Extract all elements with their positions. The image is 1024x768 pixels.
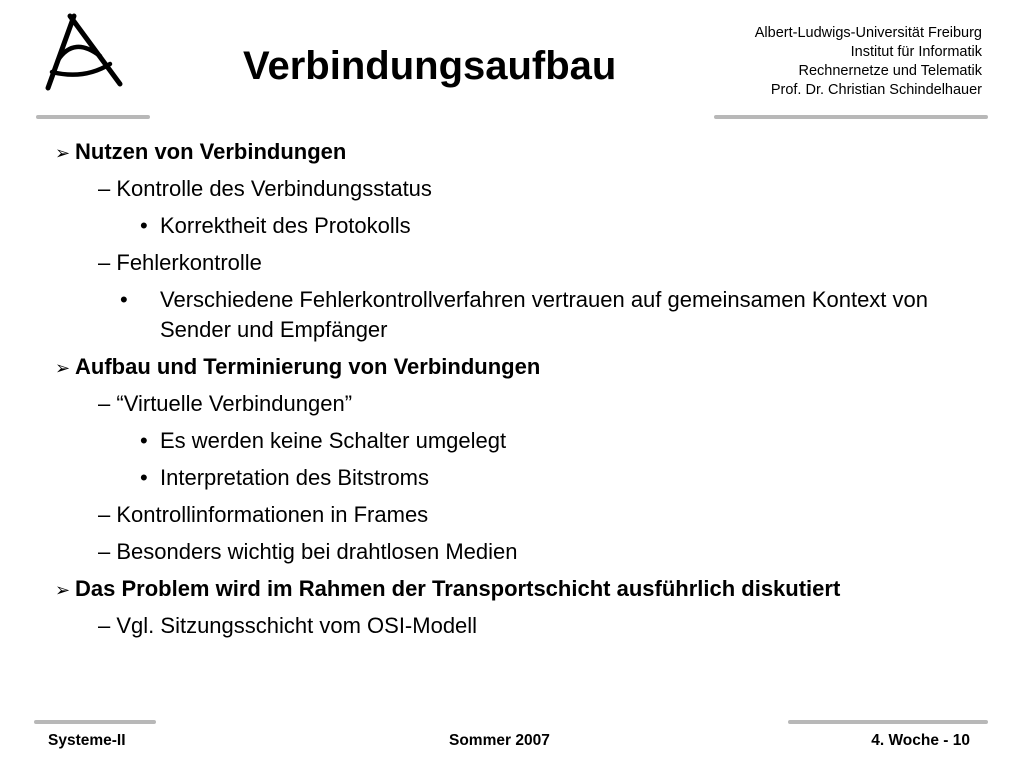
bullet-text: Aufbau und Terminierung von Verbindungen: [75, 354, 541, 379]
arrow-bullet-icon: ➢: [55, 143, 71, 163]
bullet-text: Verschiedene Fehlerkontrollverfahren vertrauen auf gemeinsamen Kontext von Sender und Empfänger: [160, 287, 929, 342]
bullet-item: [55, 352, 540, 383]
footer-page-number: 4. Woche - 10: [871, 732, 970, 749]
footer-course: Systeme-II: [48, 732, 126, 749]
professor-name: Prof. Dr. Christian Schindelhauer: [770, 82, 982, 98]
university-name: Albert-Ludwigs-Universität Freiburg: [754, 25, 982, 41]
bullet-item: [140, 211, 411, 241]
bullet-text: Korrektheit des Protokolls: [160, 213, 411, 238]
institution-block: [755, 24, 982, 100]
footer-rule-left: [34, 720, 156, 724]
dash-marker: –: [98, 613, 111, 638]
bullet-item: [140, 426, 506, 456]
footer-rule-right: [788, 720, 988, 724]
dash-marker: –: [98, 391, 111, 416]
dash-marker: –: [98, 176, 111, 201]
bullet-item: [55, 574, 840, 605]
bullet-item: [140, 463, 429, 493]
bullet-text: Interpretation des Bitstroms: [160, 465, 430, 490]
dot-bullet-icon: •: [120, 287, 128, 312]
bullet-text: Fehlerkontrolle: [116, 250, 262, 275]
bullet-text: Es werden keine Schalter umgelegt: [160, 428, 507, 453]
dot-bullet-icon: •: [140, 465, 148, 490]
header-rule-right: [714, 115, 988, 119]
dot-bullet-icon: •: [140, 213, 148, 238]
bullet-item: [98, 174, 432, 204]
bullet-item: [98, 611, 477, 641]
arrow-bullet-icon: ➢: [55, 358, 71, 378]
bullet-text: Besonders wichtig bei drahtlosen Medien: [116, 539, 518, 564]
dash-marker: –: [98, 539, 111, 564]
bullet-item: [98, 389, 352, 419]
dash-marker: –: [98, 250, 111, 275]
bullet-item: [55, 137, 346, 168]
bullet-item: [120, 285, 930, 345]
bullet-text: Das Problem wird im Rahmen der Transportschicht ausführlich diskutiert: [75, 576, 841, 601]
bullet-text: “Virtuelle Verbindungen”: [116, 391, 353, 416]
bullet-item: [98, 537, 518, 567]
bullet-item: [98, 500, 428, 530]
dot-bullet-icon: •: [140, 428, 148, 453]
bullet-item: [98, 248, 262, 278]
page-title: Verbindungsaufbau: [243, 44, 617, 88]
bullet-text: Nutzen von Verbindungen: [75, 139, 347, 164]
header-rule-left: [36, 115, 150, 119]
department-name: Rechnernetze und Telematik: [798, 63, 982, 79]
university-logo: [40, 12, 124, 96]
institute-name: Institut für Informatik: [850, 44, 982, 60]
bullet-text: Kontrolle des Verbindungsstatus: [116, 176, 432, 201]
arrow-bullet-icon: ➢: [55, 580, 71, 600]
dash-marker: –: [98, 502, 111, 527]
footer-semester: Sommer 2007: [449, 732, 550, 749]
bullet-text: Kontrollinformationen in Frames: [116, 502, 429, 527]
bullet-text: Vgl. Sitzungsschicht vom OSI-Modell: [116, 613, 478, 638]
